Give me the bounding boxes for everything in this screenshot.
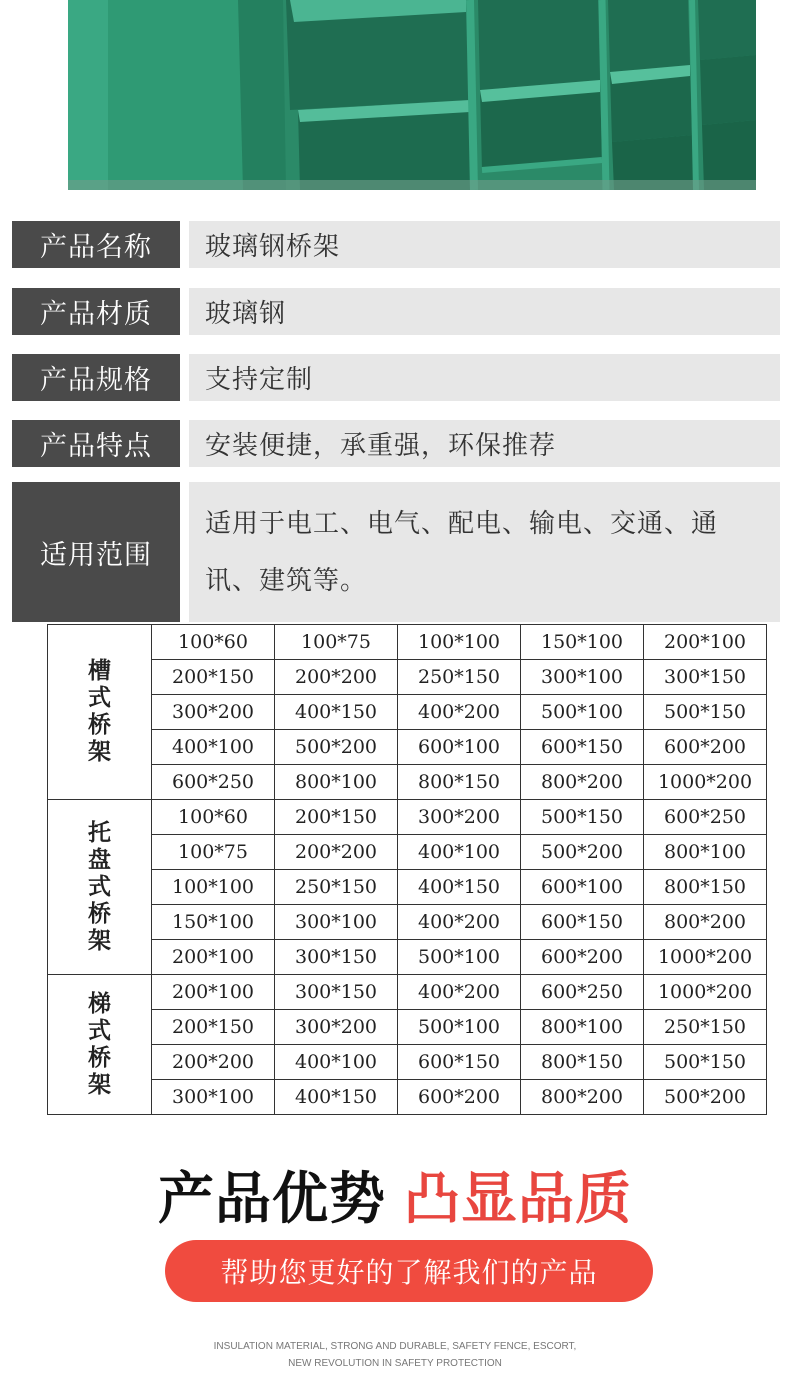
spec-label: 产品规格 (12, 354, 180, 401)
size-cell: 300*200 (152, 695, 275, 730)
table-row (48, 1080, 767, 1115)
size-cell: 300*150 (644, 660, 767, 695)
table-row (48, 905, 767, 940)
size-cell: 400*100 (275, 1045, 398, 1080)
size-cell: 500*150 (521, 800, 644, 835)
table-row (48, 800, 767, 835)
spec-row-name (12, 221, 780, 268)
size-cell: 200*200 (275, 835, 398, 870)
spec-row-applications (12, 482, 780, 622)
table-row (48, 1045, 767, 1080)
size-cell: 800*150 (398, 765, 521, 800)
size-cell: 800*150 (521, 1045, 644, 1080)
spec-row-specification (12, 354, 780, 401)
size-cell: 100*60 (152, 625, 275, 660)
table-row (48, 625, 767, 660)
headline-dark-text: 产品优势 (158, 1167, 386, 1232)
footer-line: NEW REVOLUTION IN SAFETY PROTECTION (288, 1358, 502, 1369)
spec-value: 玻璃钢桥架 (189, 221, 780, 268)
spec-label: 适用范围 (12, 482, 180, 622)
spec-label: 产品名称 (12, 221, 180, 268)
size-cell: 200*150 (152, 1010, 275, 1045)
size-cell: 500*200 (275, 730, 398, 765)
spec-label: 产品特点 (12, 420, 180, 467)
spec-value: 适用于电工、电气、配电、输电、交通、通讯、建筑等。 (189, 482, 780, 622)
group-label: 托盘式桥架 (48, 800, 152, 975)
size-cell: 500*100 (521, 695, 644, 730)
size-cell: 400*150 (398, 870, 521, 905)
size-cell: 250*150 (644, 1010, 767, 1045)
size-cell: 500*200 (644, 1080, 767, 1115)
size-cell: 100*100 (398, 625, 521, 660)
size-cell: 300*200 (398, 800, 521, 835)
table-row (48, 695, 767, 730)
size-cell: 200*150 (152, 660, 275, 695)
size-cell: 300*100 (152, 1080, 275, 1115)
spec-value: 支持定制 (189, 354, 780, 401)
size-cell: 100*75 (275, 625, 398, 660)
product-photo (68, 0, 756, 190)
footer-line: INSULATION MATERIAL, STRONG AND DURABLE, SAFETY FENCE, ESCORT, (213, 1341, 577, 1352)
size-cell: 400*200 (398, 975, 521, 1010)
headline-red-text: 凸显品质 (404, 1167, 632, 1232)
size-cell: 300*100 (275, 905, 398, 940)
footer-tagline (0, 1338, 790, 1372)
size-table (47, 624, 767, 1115)
size-cell: 300*100 (521, 660, 644, 695)
spec-value: 安装便捷，承重强，环保推荐 (189, 420, 780, 467)
size-cell: 800*100 (275, 765, 398, 800)
spec-value: 玻璃钢 (189, 288, 780, 335)
table-row (48, 870, 767, 905)
table-row (48, 940, 767, 975)
size-cell: 600*200 (521, 940, 644, 975)
size-cell: 600*100 (521, 870, 644, 905)
size-cell: 500*150 (644, 695, 767, 730)
size-cell: 100*60 (152, 800, 275, 835)
spec-row-material (12, 288, 780, 335)
size-cell: 1000*200 (644, 940, 767, 975)
size-cell: 400*100 (398, 835, 521, 870)
size-cell: 600*150 (521, 905, 644, 940)
size-cell: 200*100 (152, 940, 275, 975)
spec-label: 产品材质 (12, 288, 180, 335)
size-cell: 250*150 (275, 870, 398, 905)
size-cell: 600*250 (152, 765, 275, 800)
size-cell: 300*150 (275, 940, 398, 975)
size-cell: 500*200 (521, 835, 644, 870)
size-cell: 400*200 (398, 695, 521, 730)
size-cell: 800*200 (521, 765, 644, 800)
size-cell: 500*100 (398, 940, 521, 975)
size-cell: 600*150 (521, 730, 644, 765)
size-cell: 600*250 (521, 975, 644, 1010)
advantage-headline (0, 1155, 790, 1235)
size-cell: 200*100 (644, 625, 767, 660)
size-cell: 400*150 (275, 1080, 398, 1115)
size-cell: 400*200 (398, 905, 521, 940)
size-cell: 600*200 (644, 730, 767, 765)
size-cell: 800*100 (521, 1010, 644, 1045)
size-cell: 100*100 (152, 870, 275, 905)
table-row (48, 1010, 767, 1045)
size-cell: 100*75 (152, 835, 275, 870)
size-cell: 200*200 (275, 660, 398, 695)
size-cell: 400*100 (152, 730, 275, 765)
table-row (48, 975, 767, 1010)
size-cell: 1000*200 (644, 975, 767, 1010)
size-cell: 600*250 (644, 800, 767, 835)
table-row (48, 835, 767, 870)
size-cell: 200*150 (275, 800, 398, 835)
table-row (48, 730, 767, 765)
size-cell: 400*150 (275, 695, 398, 730)
size-cell: 500*150 (644, 1045, 767, 1080)
group-label: 槽式桥架 (48, 625, 152, 800)
size-cell: 800*100 (644, 835, 767, 870)
size-cell: 600*150 (398, 1045, 521, 1080)
size-cell: 800*200 (644, 905, 767, 940)
size-cell: 800*200 (521, 1080, 644, 1115)
size-cell: 500*100 (398, 1010, 521, 1045)
table-row (48, 660, 767, 695)
table-row (48, 765, 767, 800)
size-cell: 600*200 (398, 1080, 521, 1115)
spec-row-features (12, 420, 780, 467)
size-cell: 200*100 (152, 975, 275, 1010)
size-cell: 1000*200 (644, 765, 767, 800)
learn-more-button[interactable]: 帮助您更好的了解我们的产品 (165, 1240, 653, 1302)
size-cell: 250*150 (398, 660, 521, 695)
size-cell: 600*100 (398, 730, 521, 765)
size-cell: 300*200 (275, 1010, 398, 1045)
size-cell: 150*100 (521, 625, 644, 660)
size-cell: 300*150 (275, 975, 398, 1010)
size-cell: 150*100 (152, 905, 275, 940)
size-cell: 200*200 (152, 1045, 275, 1080)
size-cell: 800*150 (644, 870, 767, 905)
group-label: 梯式桥架 (48, 975, 152, 1115)
